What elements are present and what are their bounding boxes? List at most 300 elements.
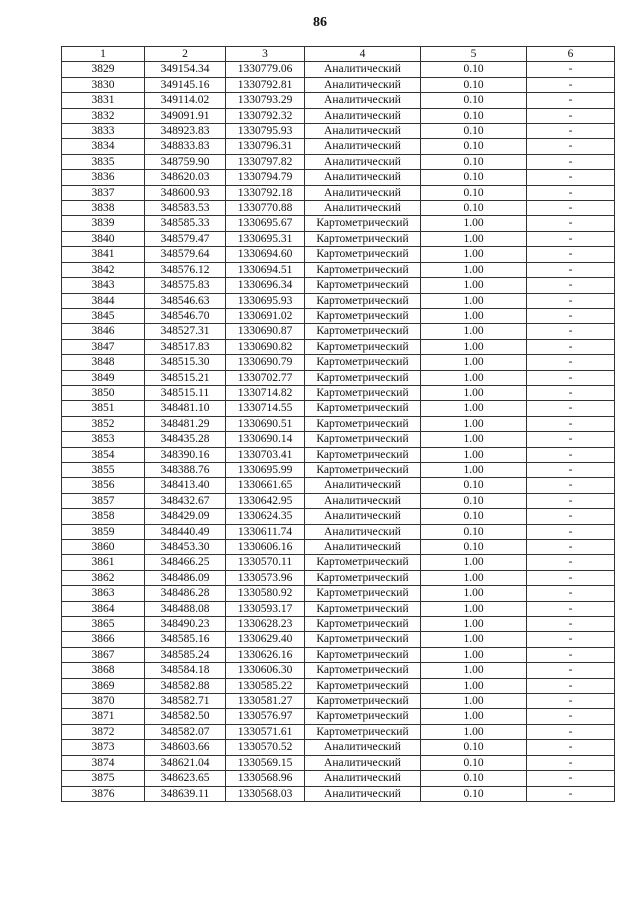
point-number-cell: 3869 xyxy=(62,678,145,693)
x-coordinate-cell: 348639.11 xyxy=(145,786,226,801)
y-coordinate-cell: 1330792.18 xyxy=(226,185,305,200)
accuracy-cell: 1.00 xyxy=(421,262,527,277)
y-coordinate-cell: 1330629.40 xyxy=(226,632,305,647)
note-cell: - xyxy=(527,647,615,662)
x-coordinate-cell: 348575.83 xyxy=(145,278,226,293)
y-coordinate-cell: 1330581.27 xyxy=(226,694,305,709)
note-cell: - xyxy=(527,262,615,277)
table-row xyxy=(62,447,615,462)
method-cell: Аналитический xyxy=(305,771,421,786)
point-number-cell: 3850 xyxy=(62,385,145,400)
method-cell: Картометрический xyxy=(305,694,421,709)
y-coordinate-cell: 1330568.96 xyxy=(226,771,305,786)
point-number-cell: 3833 xyxy=(62,124,145,139)
x-coordinate-cell: 348582.07 xyxy=(145,724,226,739)
accuracy-cell: 1.00 xyxy=(421,355,527,370)
note-cell: - xyxy=(527,771,615,786)
point-number-cell: 3847 xyxy=(62,339,145,354)
note-cell: - xyxy=(527,555,615,570)
table-row xyxy=(62,201,615,216)
note-cell: - xyxy=(527,570,615,585)
method-cell: Картометрический xyxy=(305,447,421,462)
note-cell: - xyxy=(527,293,615,308)
accuracy-cell: 1.00 xyxy=(421,632,527,647)
method-cell: Картометрический xyxy=(305,416,421,431)
accuracy-cell: 1.00 xyxy=(421,447,527,462)
y-coordinate-cell: 1330569.15 xyxy=(226,755,305,770)
point-number-cell: 3867 xyxy=(62,647,145,662)
y-coordinate-cell: 1330626.16 xyxy=(226,647,305,662)
table-row xyxy=(62,139,615,154)
method-cell: Аналитический xyxy=(305,493,421,508)
method-cell: Картометрический xyxy=(305,262,421,277)
y-coordinate-cell: 1330694.60 xyxy=(226,247,305,262)
method-cell: Аналитический xyxy=(305,185,421,200)
note-cell: - xyxy=(527,355,615,370)
table-row xyxy=(62,93,615,108)
point-number-cell: 3845 xyxy=(62,308,145,323)
y-coordinate-cell: 1330570.52 xyxy=(226,740,305,755)
point-number-cell: 3861 xyxy=(62,555,145,570)
y-coordinate-cell: 1330694.51 xyxy=(226,262,305,277)
accuracy-cell: 1.00 xyxy=(421,231,527,246)
x-coordinate-cell: 348603.66 xyxy=(145,740,226,755)
accuracy-cell: 1.00 xyxy=(421,555,527,570)
table-row xyxy=(62,216,615,231)
method-cell: Аналитический xyxy=(305,755,421,770)
table-row xyxy=(62,678,615,693)
y-coordinate-cell: 1330628.23 xyxy=(226,617,305,632)
method-cell: Аналитический xyxy=(305,478,421,493)
note-cell: - xyxy=(527,632,615,647)
y-coordinate-cell: 1330779.06 xyxy=(226,62,305,77)
accuracy-cell: 0.10 xyxy=(421,524,527,539)
accuracy-cell: 0.10 xyxy=(421,154,527,169)
table-row xyxy=(62,339,615,354)
table-row xyxy=(62,570,615,585)
method-cell: Картометрический xyxy=(305,339,421,354)
method-cell: Картометрический xyxy=(305,231,421,246)
y-coordinate-cell: 1330695.67 xyxy=(226,216,305,231)
note-cell: - xyxy=(527,478,615,493)
y-coordinate-cell: 1330690.14 xyxy=(226,432,305,447)
table-row xyxy=(62,432,615,447)
table-row xyxy=(62,262,615,277)
y-coordinate-cell: 1330585.22 xyxy=(226,678,305,693)
point-number-cell: 3851 xyxy=(62,401,145,416)
accuracy-cell: 1.00 xyxy=(421,308,527,323)
accuracy-cell: 1.00 xyxy=(421,663,527,678)
accuracy-cell: 0.10 xyxy=(421,124,527,139)
accuracy-cell: 0.10 xyxy=(421,62,527,77)
note-cell: - xyxy=(527,370,615,385)
method-cell: Аналитический xyxy=(305,170,421,185)
note-cell: - xyxy=(527,324,615,339)
x-coordinate-cell: 348429.09 xyxy=(145,509,226,524)
point-number-cell: 3866 xyxy=(62,632,145,647)
method-cell: Картометрический xyxy=(305,663,421,678)
point-number-cell: 3839 xyxy=(62,216,145,231)
note-cell: - xyxy=(527,462,615,477)
accuracy-cell: 0.10 xyxy=(421,786,527,801)
accuracy-cell: 1.00 xyxy=(421,678,527,693)
note-cell: - xyxy=(527,185,615,200)
x-coordinate-cell: 348515.21 xyxy=(145,370,226,385)
table-row xyxy=(62,709,615,724)
note-cell: - xyxy=(527,524,615,539)
point-number-cell: 3868 xyxy=(62,663,145,678)
method-cell: Картометрический xyxy=(305,617,421,632)
point-number-cell: 3865 xyxy=(62,617,145,632)
note-cell: - xyxy=(527,278,615,293)
accuracy-cell: 1.00 xyxy=(421,570,527,585)
x-coordinate-cell: 348517.83 xyxy=(145,339,226,354)
note-cell: - xyxy=(527,154,615,169)
y-coordinate-cell: 1330690.79 xyxy=(226,355,305,370)
table-row xyxy=(62,632,615,647)
method-cell: Картометрический xyxy=(305,324,421,339)
note-cell: - xyxy=(527,201,615,216)
method-cell: Картометрический xyxy=(305,709,421,724)
method-cell: Картометрический xyxy=(305,601,421,616)
note-cell: - xyxy=(527,124,615,139)
x-coordinate-cell: 349145.16 xyxy=(145,77,226,92)
point-number-cell: 3831 xyxy=(62,93,145,108)
table-row xyxy=(62,601,615,616)
y-coordinate-cell: 1330792.32 xyxy=(226,108,305,123)
point-number-cell: 3840 xyxy=(62,231,145,246)
y-coordinate-cell: 1330570.11 xyxy=(226,555,305,570)
x-coordinate-cell: 348582.50 xyxy=(145,709,226,724)
note-cell: - xyxy=(527,694,615,709)
accuracy-cell: 0.10 xyxy=(421,740,527,755)
method-cell: Аналитический xyxy=(305,540,421,555)
table-row xyxy=(62,617,615,632)
note-cell: - xyxy=(527,724,615,739)
x-coordinate-cell: 348486.28 xyxy=(145,586,226,601)
point-number-cell: 3838 xyxy=(62,201,145,216)
table-row xyxy=(62,462,615,477)
y-coordinate-cell: 1330690.51 xyxy=(226,416,305,431)
accuracy-cell: 1.00 xyxy=(421,432,527,447)
method-cell: Аналитический xyxy=(305,108,421,123)
note-cell: - xyxy=(527,416,615,431)
method-cell: Аналитический xyxy=(305,139,421,154)
accuracy-cell: 1.00 xyxy=(421,401,527,416)
x-coordinate-cell: 348584.18 xyxy=(145,663,226,678)
header-row xyxy=(62,47,615,62)
table-row xyxy=(62,771,615,786)
note-cell: - xyxy=(527,170,615,185)
accuracy-cell: 1.00 xyxy=(421,247,527,262)
x-coordinate-cell: 348623.65 xyxy=(145,771,226,786)
method-cell: Аналитический xyxy=(305,524,421,539)
accuracy-cell: 0.10 xyxy=(421,93,527,108)
point-number-cell: 3835 xyxy=(62,154,145,169)
x-coordinate-cell: 348759.90 xyxy=(145,154,226,169)
note-cell: - xyxy=(527,586,615,601)
point-number-cell: 3848 xyxy=(62,355,145,370)
point-number-cell: 3837 xyxy=(62,185,145,200)
accuracy-cell: 1.00 xyxy=(421,216,527,231)
point-number-cell: 3842 xyxy=(62,262,145,277)
x-coordinate-cell: 348453.30 xyxy=(145,540,226,555)
point-number-cell: 3876 xyxy=(62,786,145,801)
method-cell: Аналитический xyxy=(305,740,421,755)
x-coordinate-cell: 348579.47 xyxy=(145,231,226,246)
accuracy-cell: 0.10 xyxy=(421,755,527,770)
point-number-cell: 3853 xyxy=(62,432,145,447)
y-coordinate-cell: 1330606.16 xyxy=(226,540,305,555)
header-cell-3: 3 xyxy=(226,47,305,62)
accuracy-cell: 1.00 xyxy=(421,416,527,431)
note-cell: - xyxy=(527,308,615,323)
note-cell: - xyxy=(527,509,615,524)
y-coordinate-cell: 1330794.79 xyxy=(226,170,305,185)
point-number-cell: 3852 xyxy=(62,416,145,431)
note-cell: - xyxy=(527,77,615,92)
note-cell: - xyxy=(527,601,615,616)
method-cell: Картометрический xyxy=(305,370,421,385)
table-row xyxy=(62,324,615,339)
table-row xyxy=(62,540,615,555)
table-row xyxy=(62,385,615,400)
point-number-cell: 3829 xyxy=(62,62,145,77)
y-coordinate-cell: 1330606.30 xyxy=(226,663,305,678)
accuracy-cell: 1.00 xyxy=(421,601,527,616)
accuracy-cell: 1.00 xyxy=(421,324,527,339)
y-coordinate-cell: 1330714.55 xyxy=(226,401,305,416)
note-cell: - xyxy=(527,678,615,693)
accuracy-cell: 0.10 xyxy=(421,77,527,92)
method-cell: Аналитический xyxy=(305,509,421,524)
point-number-cell: 3854 xyxy=(62,447,145,462)
point-number-cell: 3830 xyxy=(62,77,145,92)
point-number-cell: 3857 xyxy=(62,493,145,508)
point-number-cell: 3863 xyxy=(62,586,145,601)
header-cell-4: 4 xyxy=(305,47,421,62)
y-coordinate-cell: 1330714.82 xyxy=(226,385,305,400)
method-cell: Картометрический xyxy=(305,293,421,308)
y-coordinate-cell: 1330795.93 xyxy=(226,124,305,139)
point-number-cell: 3875 xyxy=(62,771,145,786)
accuracy-cell: 1.00 xyxy=(421,278,527,293)
y-coordinate-cell: 1330702.77 xyxy=(226,370,305,385)
accuracy-cell: 1.00 xyxy=(421,694,527,709)
table-row xyxy=(62,401,615,416)
method-cell: Картометрический xyxy=(305,555,421,570)
x-coordinate-cell: 348600.93 xyxy=(145,185,226,200)
table-row xyxy=(62,154,615,169)
point-number-cell: 3870 xyxy=(62,694,145,709)
table-row xyxy=(62,647,615,662)
note-cell: - xyxy=(527,247,615,262)
point-number-cell: 3844 xyxy=(62,293,145,308)
method-cell: Аналитический xyxy=(305,62,421,77)
x-coordinate-cell: 348435.28 xyxy=(145,432,226,447)
table-row xyxy=(62,493,615,508)
accuracy-cell: 1.00 xyxy=(421,586,527,601)
note-cell: - xyxy=(527,385,615,400)
table-row xyxy=(62,555,615,570)
method-cell: Картометрический xyxy=(305,462,421,477)
note-cell: - xyxy=(527,755,615,770)
note-cell: - xyxy=(527,401,615,416)
y-coordinate-cell: 1330695.31 xyxy=(226,231,305,246)
method-cell: Картометрический xyxy=(305,570,421,585)
x-coordinate-cell: 348413.40 xyxy=(145,478,226,493)
x-coordinate-cell: 348515.11 xyxy=(145,385,226,400)
method-cell: Аналитический xyxy=(305,124,421,139)
x-coordinate-cell: 348515.30 xyxy=(145,355,226,370)
x-coordinate-cell: 348621.04 xyxy=(145,755,226,770)
point-number-cell: 3834 xyxy=(62,139,145,154)
accuracy-cell: 0.10 xyxy=(421,201,527,216)
table-row xyxy=(62,62,615,77)
table-row xyxy=(62,355,615,370)
point-number-cell: 3864 xyxy=(62,601,145,616)
table-row xyxy=(62,231,615,246)
x-coordinate-cell: 348490.23 xyxy=(145,617,226,632)
table-row xyxy=(62,740,615,755)
accuracy-cell: 0.10 xyxy=(421,509,527,524)
table-row xyxy=(62,77,615,92)
x-coordinate-cell: 348440.49 xyxy=(145,524,226,539)
accuracy-cell: 1.00 xyxy=(421,709,527,724)
point-number-cell: 3832 xyxy=(62,108,145,123)
note-cell: - xyxy=(527,709,615,724)
table-row xyxy=(62,724,615,739)
table-row xyxy=(62,586,615,601)
y-coordinate-cell: 1330573.96 xyxy=(226,570,305,585)
note-cell: - xyxy=(527,540,615,555)
note-cell: - xyxy=(527,617,615,632)
point-number-cell: 3856 xyxy=(62,478,145,493)
y-coordinate-cell: 1330797.82 xyxy=(226,154,305,169)
method-cell: Картометрический xyxy=(305,632,421,647)
method-cell: Аналитический xyxy=(305,201,421,216)
table-row xyxy=(62,308,615,323)
method-cell: Картометрический xyxy=(305,278,421,293)
point-number-cell: 3862 xyxy=(62,570,145,585)
table-body xyxy=(62,62,615,802)
note-cell: - xyxy=(527,339,615,354)
note-cell: - xyxy=(527,740,615,755)
table-row xyxy=(62,786,615,801)
method-cell: Картометрический xyxy=(305,678,421,693)
x-coordinate-cell: 348582.71 xyxy=(145,694,226,709)
y-coordinate-cell: 1330690.87 xyxy=(226,324,305,339)
y-coordinate-cell: 1330580.92 xyxy=(226,586,305,601)
x-coordinate-cell: 348432.67 xyxy=(145,493,226,508)
x-coordinate-cell: 349114.02 xyxy=(145,93,226,108)
note-cell: - xyxy=(527,216,615,231)
method-cell: Картометрический xyxy=(305,401,421,416)
accuracy-cell: 0.10 xyxy=(421,108,527,123)
y-coordinate-cell: 1330696.34 xyxy=(226,278,305,293)
table-row xyxy=(62,663,615,678)
note-cell: - xyxy=(527,447,615,462)
point-number-cell: 3860 xyxy=(62,540,145,555)
point-number-cell: 3841 xyxy=(62,247,145,262)
note-cell: - xyxy=(527,786,615,801)
method-cell: Картометрический xyxy=(305,247,421,262)
note-cell: - xyxy=(527,93,615,108)
note-cell: - xyxy=(527,663,615,678)
table-row xyxy=(62,509,615,524)
method-cell: Картометрический xyxy=(305,216,421,231)
method-cell: Картометрический xyxy=(305,308,421,323)
accuracy-cell: 1.00 xyxy=(421,293,527,308)
accuracy-cell: 1.00 xyxy=(421,647,527,662)
x-coordinate-cell: 348585.24 xyxy=(145,647,226,662)
method-cell: Аналитический xyxy=(305,93,421,108)
x-coordinate-cell: 348486.09 xyxy=(145,570,226,585)
note-cell: - xyxy=(527,139,615,154)
point-number-cell: 3871 xyxy=(62,709,145,724)
table-row xyxy=(62,370,615,385)
x-coordinate-cell: 348390.16 xyxy=(145,447,226,462)
x-coordinate-cell: 348585.33 xyxy=(145,216,226,231)
y-coordinate-cell: 1330571.61 xyxy=(226,724,305,739)
x-coordinate-cell: 348546.70 xyxy=(145,308,226,323)
accuracy-cell: 1.00 xyxy=(421,370,527,385)
table-row xyxy=(62,416,615,431)
accuracy-cell: 0.10 xyxy=(421,185,527,200)
table-row xyxy=(62,185,615,200)
accuracy-cell: 1.00 xyxy=(421,462,527,477)
x-coordinate-cell: 348579.64 xyxy=(145,247,226,262)
method-cell: Аналитический xyxy=(305,77,421,92)
y-coordinate-cell: 1330611.74 xyxy=(226,524,305,539)
accuracy-cell: 0.10 xyxy=(421,493,527,508)
note-cell: - xyxy=(527,108,615,123)
table-row xyxy=(62,694,615,709)
y-coordinate-cell: 1330661.65 xyxy=(226,478,305,493)
accuracy-cell: 1.00 xyxy=(421,724,527,739)
method-cell: Картометрический xyxy=(305,586,421,601)
x-coordinate-cell: 348833.83 xyxy=(145,139,226,154)
table-row xyxy=(62,293,615,308)
x-coordinate-cell: 349154.34 xyxy=(145,62,226,77)
header-cell-2: 2 xyxy=(145,47,226,62)
y-coordinate-cell: 1330770.88 xyxy=(226,201,305,216)
accuracy-cell: 0.10 xyxy=(421,139,527,154)
table-row xyxy=(62,108,615,123)
y-coordinate-cell: 1330568.03 xyxy=(226,786,305,801)
table-row xyxy=(62,170,615,185)
table-row xyxy=(62,478,615,493)
page-number: 86 xyxy=(313,15,327,30)
point-number-cell: 3846 xyxy=(62,324,145,339)
x-coordinate-cell: 348527.31 xyxy=(145,324,226,339)
x-coordinate-cell: 348466.25 xyxy=(145,555,226,570)
x-coordinate-cell: 348582.88 xyxy=(145,678,226,693)
x-coordinate-cell: 348620.03 xyxy=(145,170,226,185)
accuracy-cell: 0.10 xyxy=(421,170,527,185)
y-coordinate-cell: 1330695.99 xyxy=(226,462,305,477)
method-cell: Картометрический xyxy=(305,724,421,739)
x-coordinate-cell: 348481.29 xyxy=(145,416,226,431)
method-cell: Картометрический xyxy=(305,385,421,400)
accuracy-cell: 0.10 xyxy=(421,771,527,786)
method-cell: Картометрический xyxy=(305,647,421,662)
x-coordinate-cell: 348546.63 xyxy=(145,293,226,308)
point-number-cell: 3843 xyxy=(62,278,145,293)
accuracy-cell: 0.10 xyxy=(421,540,527,555)
x-coordinate-cell: 348923.83 xyxy=(145,124,226,139)
point-number-cell: 3836 xyxy=(62,170,145,185)
